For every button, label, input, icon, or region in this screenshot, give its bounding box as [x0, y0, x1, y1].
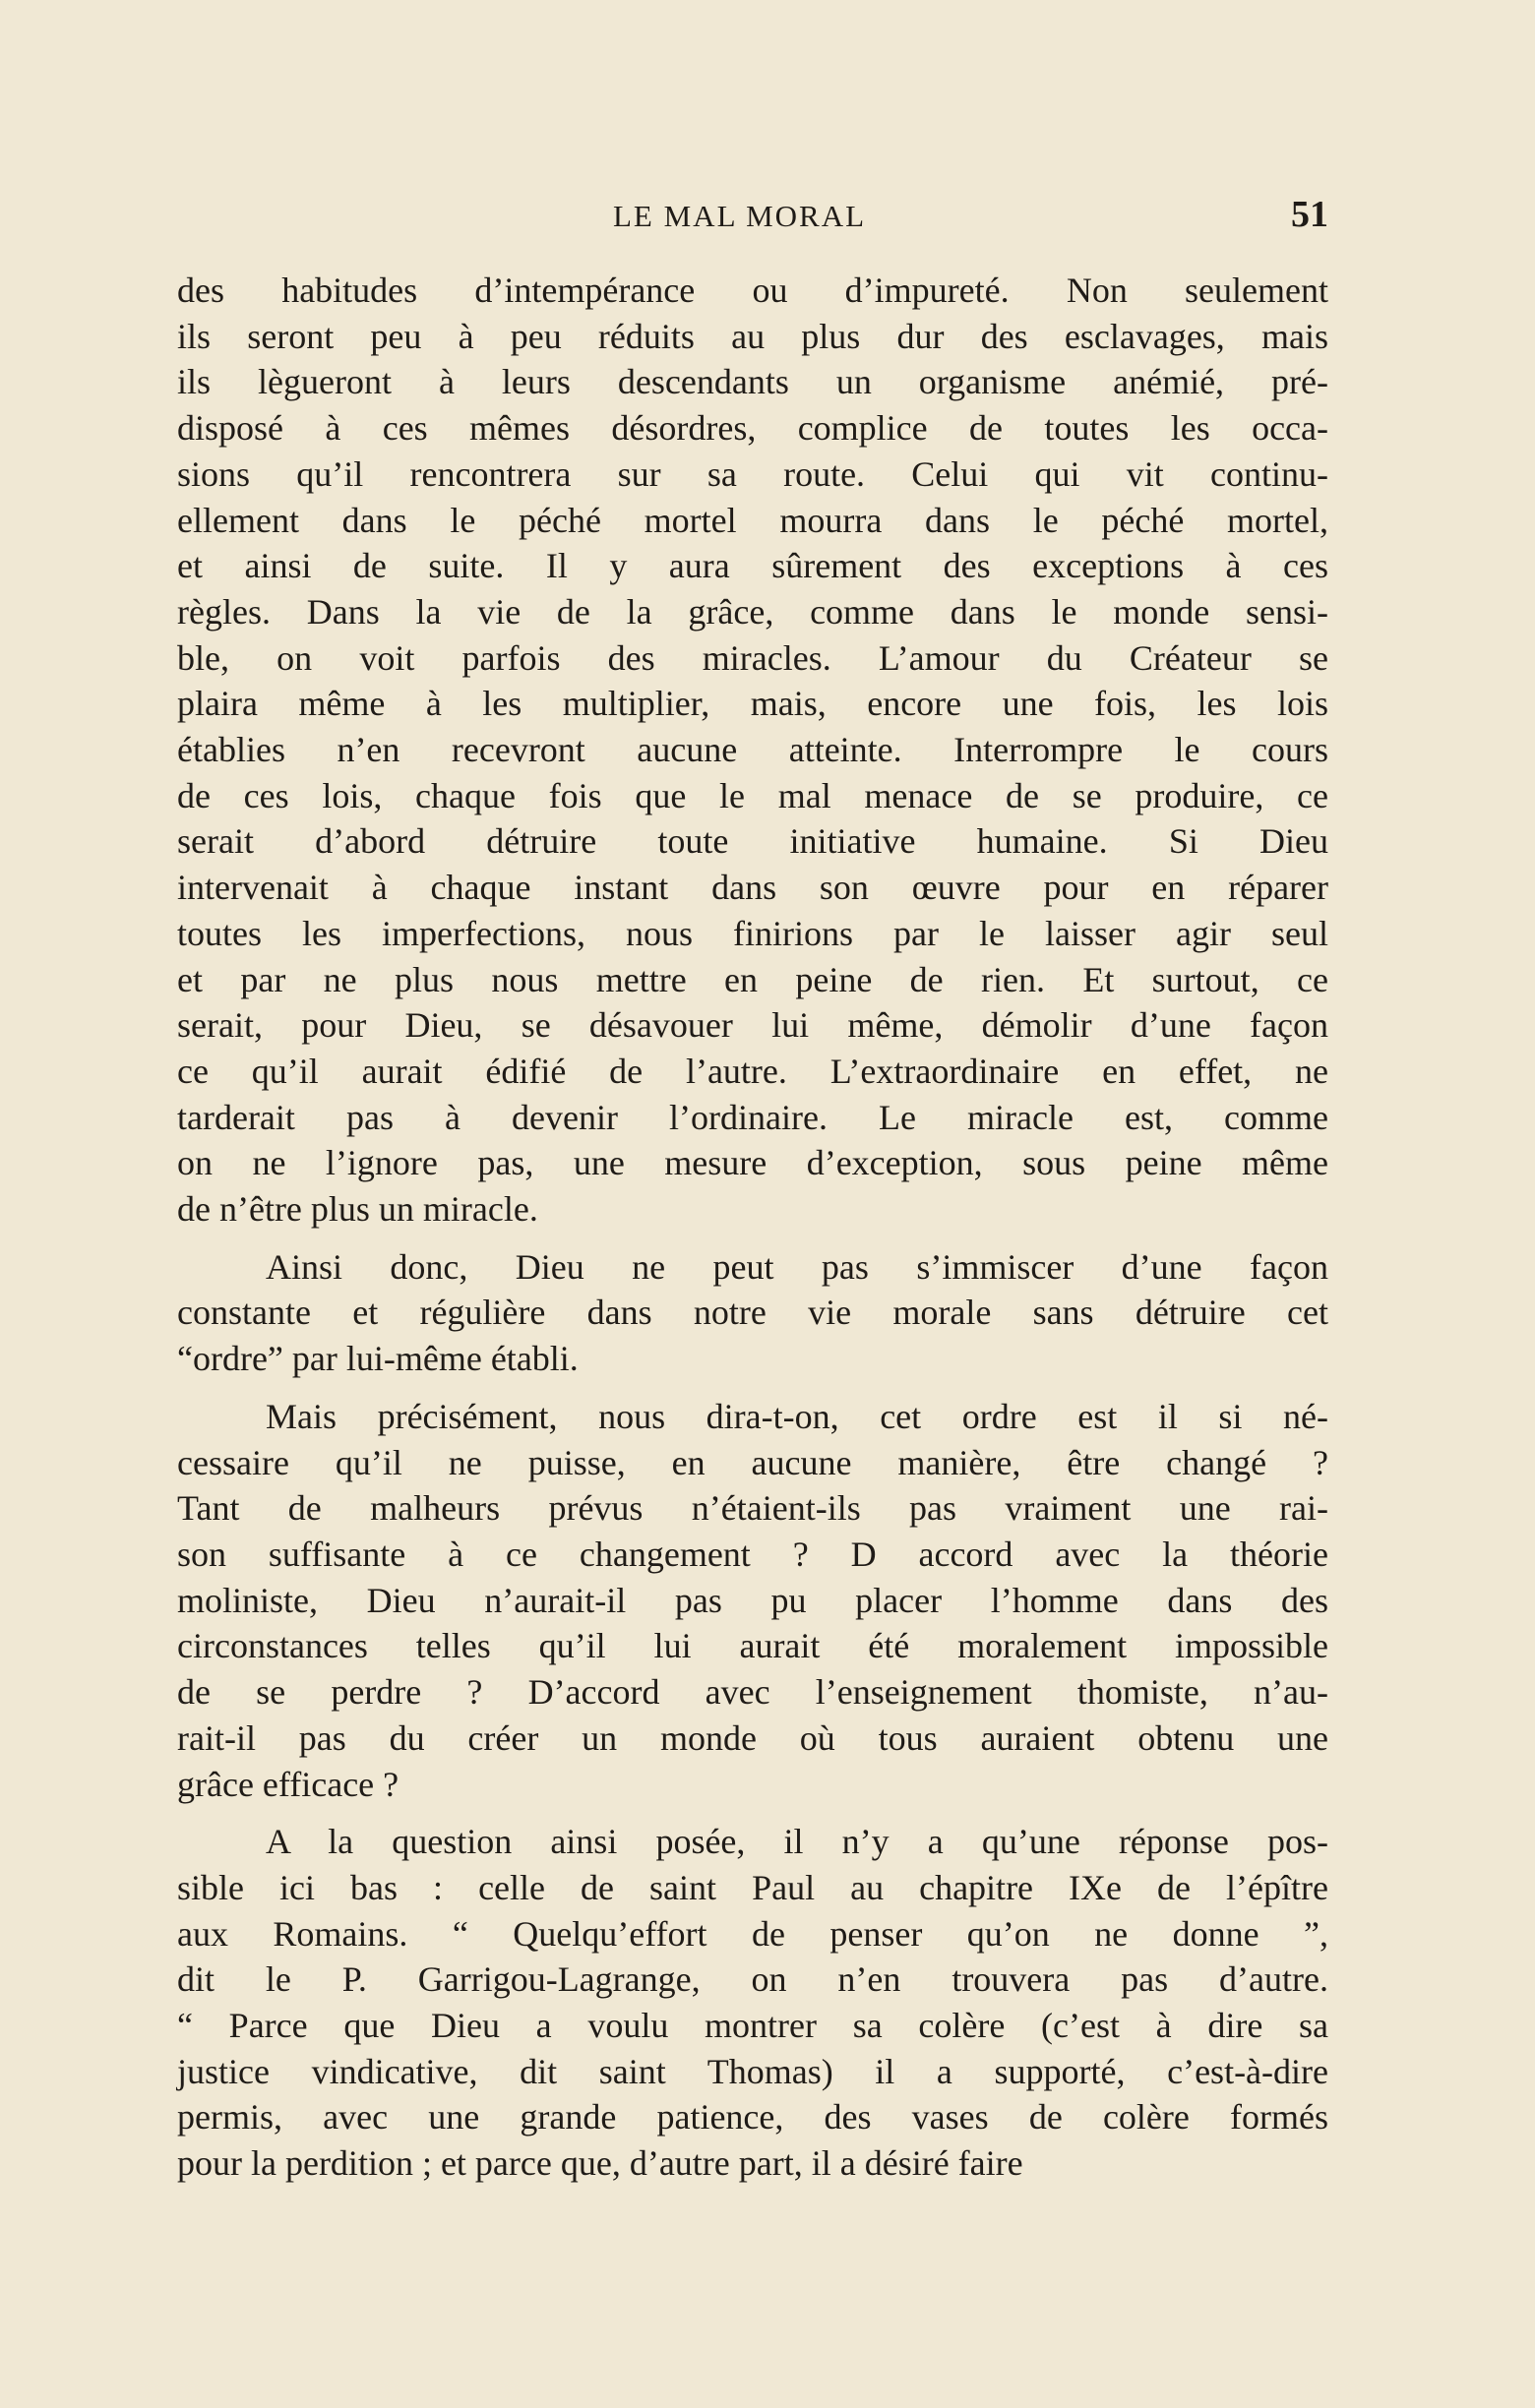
text-line: et ainsi de suite. Il y aura sûrement des exceptions à ces [177, 546, 1328, 586]
text-line: on ne l’ignore pas, une mesure d’exception, sous peine même [177, 1143, 1328, 1183]
paragraph [177, 1244, 1328, 1382]
text-line: A la question ainsi posée, il n’y a qu’une réponse pos- [266, 1822, 1328, 1862]
page-number: 51 [1291, 194, 1328, 235]
text-line: règles. Dans la vie de la grâce, comme dans le monde sensi- [177, 591, 1328, 632]
text-line: cessaire qu’il ne puisse, en aucune manière, être changé ? [177, 1442, 1328, 1482]
running-title: LE MAL MORAL [613, 199, 867, 233]
text-line: “ Parce que Dieu a voulu montrer sa colère (c’est à dire sa [177, 2006, 1328, 2046]
text-line: circonstances telles qu’il lui aurait été moralement impossible [177, 1626, 1328, 1666]
text-line: ellement dans le péché mortel mourra dans le péché mortel, [177, 500, 1328, 540]
text-line: moliniste, Dieu n’aurait-il pas pu placer l’homme dans des [177, 1580, 1328, 1620]
text-line: de ces lois, chaque fois que le mal menace de se produire, ce [177, 775, 1328, 815]
paragraph [177, 1819, 1328, 2187]
text-line: sions qu’il rencontrera sur sa route. Celui qui vit continu- [177, 453, 1328, 494]
paragraph [177, 268, 1328, 1233]
text-line: aux Romains. “ Quelqu’effort de penser qu’on ne donne ”, [177, 1913, 1328, 1954]
text-line: ils seront peu à peu réduits au plus dur des esclavages, mais [177, 316, 1328, 356]
text-line: constante et régulière dans notre vie morale sans détruire cet [177, 1293, 1328, 1333]
text-line: ble, on voit parfois des miracles. L’amour du Créateur se [177, 637, 1328, 678]
text-line: intervenait à chaque instant dans son œuvre pour en réparer [177, 868, 1328, 908]
text-line: serait d’abord détruire toute initiative humaine. Si Dieu [177, 821, 1328, 862]
text-line: de se perdre ? D’accord avec l’enseignement thomiste, n’au- [177, 1672, 1328, 1713]
text-line: Tant de malheurs prévus n’étaient-ils pas vraiment une rai- [177, 1488, 1328, 1529]
text-line: des habitudes d’intempérance ou d’impureté. Non seulement [177, 271, 1328, 310]
text-line: sible ici bas : celle de saint Paul au chapitre IXe de l’épître [177, 1867, 1328, 1907]
text-line: permis, avec une grande patience, des vases de colère formés [177, 2097, 1328, 2137]
running-head [180, 193, 1328, 240]
text-line: et par ne plus nous mettre en peine de rien. Et surtout, ce [177, 959, 1328, 999]
text-line: justice vindicative, dit saint Thomas) il a supporté, c’est-à-dire [177, 2051, 1328, 2091]
text-line: Mais précisément, nous dira-t-on, cet ordre est il si né- [266, 1396, 1328, 1436]
body-text [177, 268, 1328, 2187]
text-line: serait, pour Dieu, se désavouer lui même, démolir d’une façon [177, 1005, 1328, 1046]
text-line: ce qu’il aurait édifié de l’autre. L’extraordinaire en effet, ne [177, 1051, 1328, 1091]
text-line: disposé à ces mêmes désordres, complice de toutes les occa- [177, 408, 1328, 449]
text-line: de n’être plus un miracle. [177, 1189, 538, 1230]
text-line: dit le P. Garrigou-Lagrange, on n’en trouvera pas d’autre. [177, 1959, 1328, 2000]
text-line: ils lègueront à leurs descendants un organisme anémié, pré- [177, 362, 1328, 402]
text-line: tarderait pas à devenir l’ordinaire. Le miracle est, comme [177, 1097, 1328, 1137]
text-line: pour la perdition ; et parce que, d’autre part, il a désiré faire [177, 2143, 1023, 2184]
text-line: grâce efficace ? [177, 1764, 399, 1804]
text-line: son suffisante à ce changement ? D accord avec la théorie [177, 1534, 1328, 1574]
text-line: Ainsi donc, Dieu ne peut pas s’immiscer d’une façon [266, 1246, 1328, 1287]
text-line: “ordre” par lui-même établi. [177, 1339, 579, 1379]
text-line: toutes les imperfections, nous finirions par le laisser agir seul [177, 913, 1328, 953]
text-line: rait-il pas du créer un monde où tous auraient obtenu une [177, 1717, 1328, 1758]
text-line: plaira même à les multiplier, mais, encore une fois, les lois [177, 684, 1328, 724]
paragraph [177, 1394, 1328, 1807]
text-line: établies n’en recevront aucune atteinte. Interrompre le cours [177, 730, 1328, 770]
